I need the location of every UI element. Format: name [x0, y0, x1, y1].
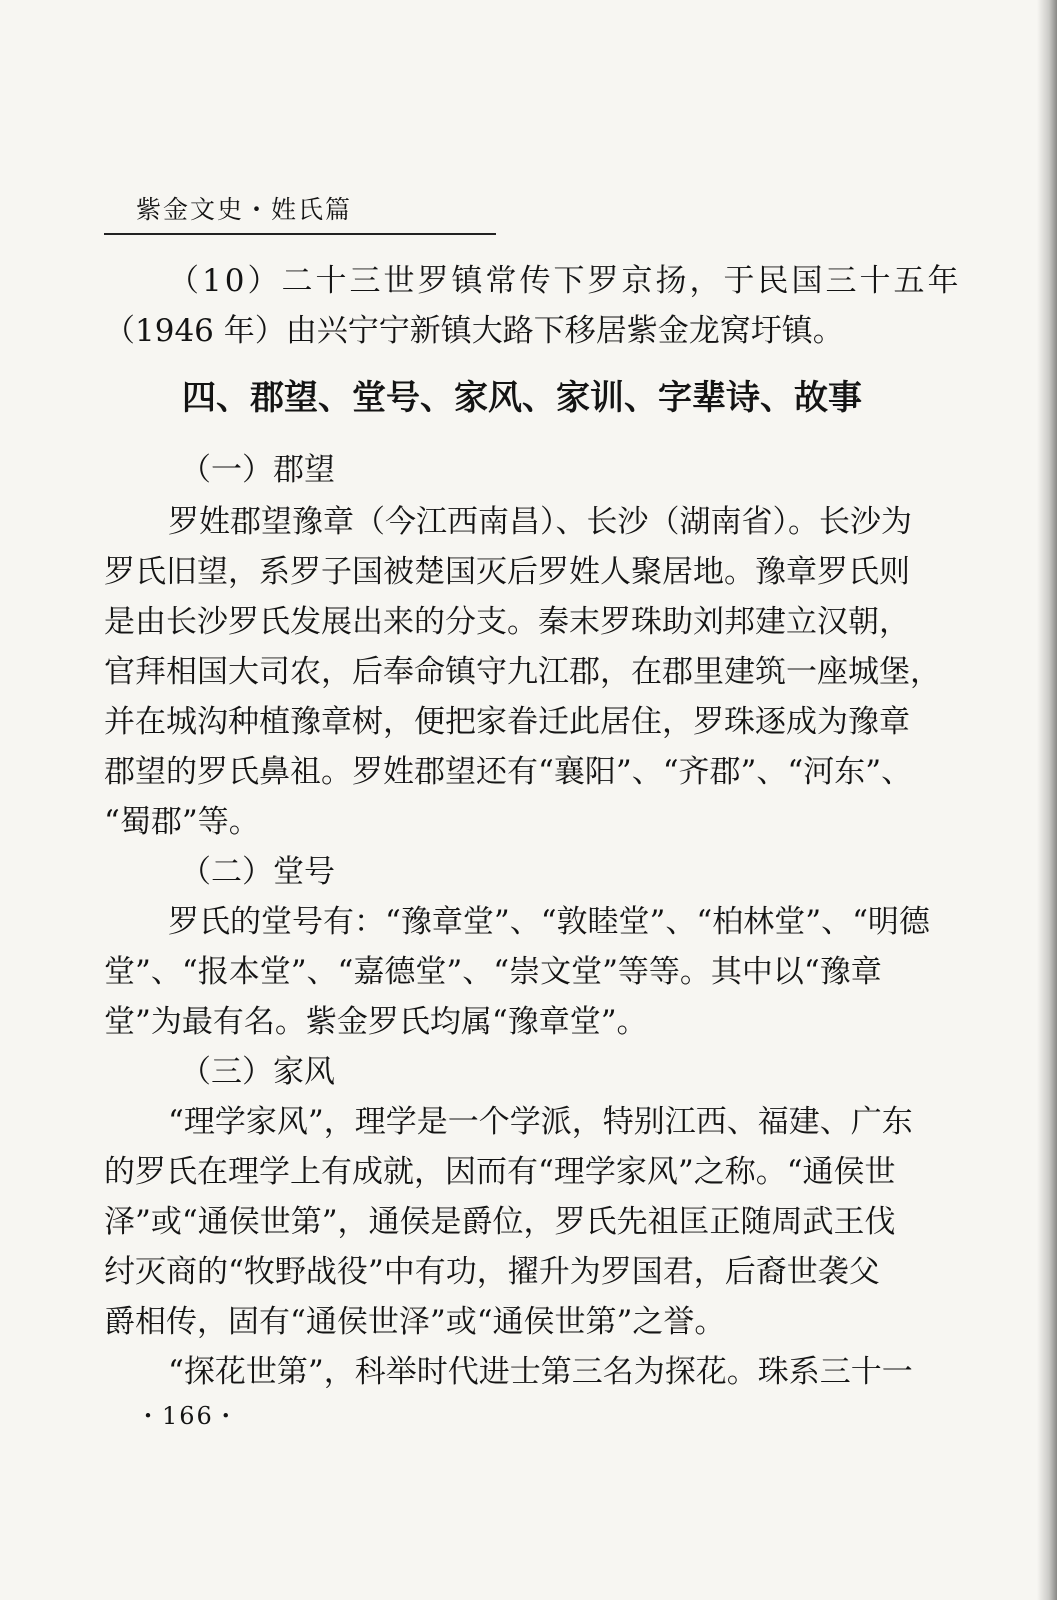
text-line: 纣灭商的“牧野战役”中有功，擢升为罗国君，后裔世袭父: [104, 1254, 880, 1290]
sub-heading-junwang: （一）郡望: [180, 452, 335, 488]
text-line: 堂”、“报本堂”、“嘉德堂”、“崇文堂”等等。其中以“豫章: [104, 954, 882, 990]
running-header: 紫金文史・姓氏篇: [136, 195, 353, 224]
text-line: 郡望的罗氏鼻祖。罗姓郡望还有“襄阳”、“齐郡”、“河东”、: [104, 754, 913, 790]
sub-heading-jiafeng: （三）家风: [180, 1054, 335, 1090]
text-line: 罗氏旧望，系罗子国被楚国灭后罗姓人聚居地。豫章罗氏则: [104, 554, 910, 590]
text-line: “理学家风”，理学是一个学派，特别江西、福建、广东: [168, 1104, 913, 1140]
text-line: “蜀郡”等。: [104, 804, 260, 840]
text-line: 罗氏的堂号有：“豫章堂”、“敦睦堂”、“柏林堂”、“明德: [168, 904, 930, 940]
text-line: （1946 年）由兴宁宁新镇大路下移居紫金龙窝圩镇。: [104, 313, 844, 349]
text-line: 泽”或“通侯世第”，通侯是爵位，罗氏先祖匡正随周武王伐: [104, 1204, 896, 1240]
text-line: 爵相传，固有“通侯世泽”或“通侯世第”之誉。: [104, 1304, 726, 1340]
text-line: 的罗氏在理学上有成就，因而有“理学家风”之称。“通侯世: [104, 1154, 896, 1190]
sub-heading-tanghao: （二）堂号: [180, 854, 335, 890]
header-rule: [104, 233, 496, 235]
text-line: 官拜相国大司农，后奉命镇守九江郡，在郡里建筑一座城堡，: [104, 654, 941, 690]
text-line: 堂”为最有名。紫金罗氏均属“豫章堂”。: [104, 1004, 648, 1040]
page-number: ・166・: [136, 1402, 240, 1430]
text-line: 是由长沙罗氏发展出来的分支。秦末罗珠助刘邦建立汉朝，: [104, 604, 910, 640]
page-edge-shadow: [1037, 0, 1057, 1600]
text-line: 并在城沟种植豫章树，便把家眷迁此居住，罗珠逐成为豫章: [104, 704, 910, 740]
section-heading: 四、郡望、堂号、家风、家训、字辈诗、故事: [182, 378, 862, 418]
text-line: “探花世第”，科举时代进士第三名为探花。珠系三十一: [168, 1354, 913, 1390]
text-line: 罗姓郡望豫章（今江西南昌）、长沙（湖南省）。长沙为: [168, 504, 912, 540]
text-line: （10）二十三世罗镇常传下罗京扬，于民国三十五年: [168, 263, 962, 299]
